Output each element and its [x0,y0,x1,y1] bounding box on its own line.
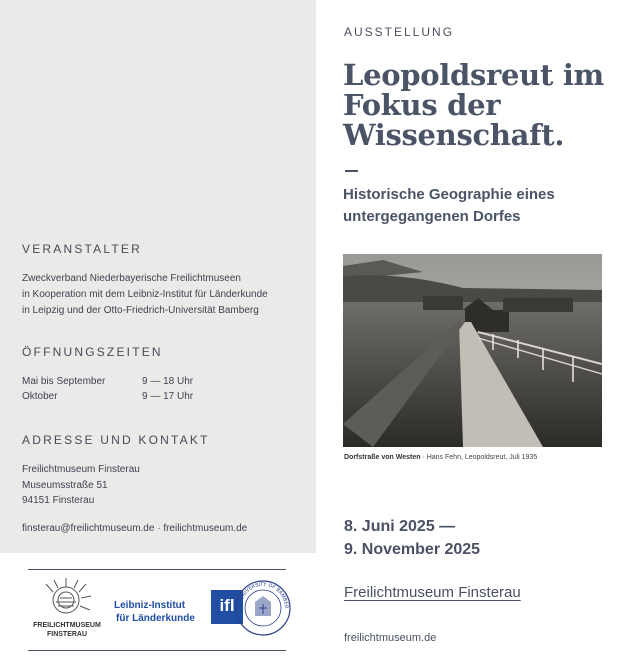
hours-period: Mai bis September [22,376,106,387]
museum-logo [28,576,101,644]
organizer-heading: VERANSTALTER [22,242,142,256]
museum-emblem-icon [36,578,96,618]
hours-heading: ÖFFNUNGSZEITEN [22,345,163,359]
subtitle: Historische Geographie eines untergegangenen Dorfes [343,186,555,225]
contact-line: Museumsstraße 51 [22,480,108,491]
university-seal-icon [233,578,293,638]
hours-time: 9 — 18 Uhr [142,376,194,387]
museum-logo-text: FINSTERAU [46,631,88,638]
website-link[interactable]: freilichtmuseum.de [344,632,437,644]
info-panel [0,0,316,553]
hours-row [22,391,194,402]
contact-line: 94151 Finsterau [22,495,95,506]
historic-photo [343,254,602,447]
hours-period: Oktober [22,391,58,402]
museum-logo-text: FREILICHTMUSEUM [33,622,101,629]
date-start: 8. Juni 2025 — [344,518,456,535]
university-seal [233,578,293,638]
organizer-line: in Leipzig und der Otto-Friedrich-Universität Bamberg [22,305,259,316]
ifl-badge: ifl [211,590,243,624]
logo-strip [28,569,290,651]
organizer-line: Zweckverband Niederbayerische Freilichtmuseen [22,273,241,284]
title-dash [345,170,358,172]
page-title: Leopoldsreut im Fokus der Wissenschaft. [343,58,604,152]
hours-row [22,376,194,387]
date-end: 9. November 2025 [344,541,481,558]
contact-web-link[interactable]: finsterau@freilichtmuseum.de · freilichtmuseum.de [22,523,248,534]
caption-title: Dorfstraße von Westen [344,454,421,461]
leibniz-logo-text: Leibniz-Institut [114,600,186,611]
leibniz-logo-text: für Länderkunde [116,613,195,624]
contact-heading: ADRESSE UND KONTAKT [22,433,210,447]
caption-credit: · Hans Fehn, Leopoldsreut, Juli 1935 [420,454,538,461]
exhibition-dates [344,515,480,561]
hours-time: 9 — 17 Uhr [142,391,194,402]
contact-line: Freilichtmuseum Finsterau [22,464,140,475]
photo-caption [344,454,537,461]
venue-link[interactable]: Freilichtmuseum Finsterau [344,584,521,601]
leibniz-logo [114,590,235,634]
organizer-line: in Kooperation mit dem Leibniz-Institut für Länderkunde [22,289,268,300]
kicker-label: AUSSTELLUNG [344,25,455,39]
svg-text:UNIVERSITY OF BAMBERG: UNIVERSITY OF BAMBER [238,581,290,609]
